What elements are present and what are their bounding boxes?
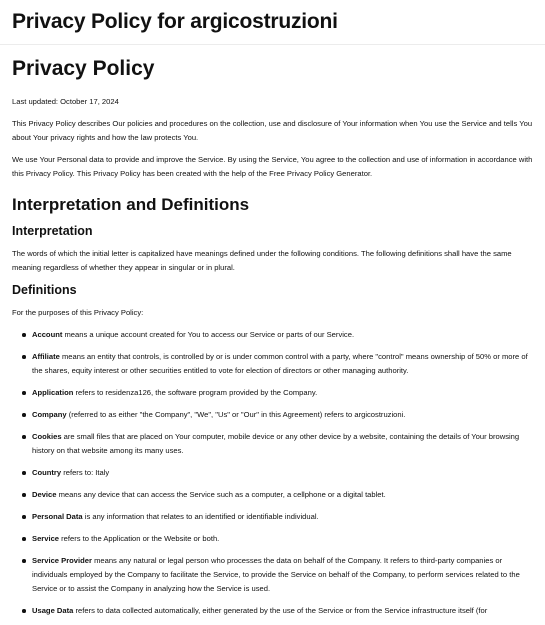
- bullet-icon: [22, 515, 26, 519]
- definition-item: [12, 554, 533, 596]
- interpretation-text: The words of which the initial letter is capitalized have meanings defined under the following conditions. The following definitions shall have the same meaning regardless of whether they appear in singular or in plural.: [12, 249, 512, 272]
- definition-text: are small files that are placed on Your computer, mobile device or any other device by a website, containing the details of Your browsing history on that website among its many uses.: [32, 432, 520, 455]
- definition-item: [12, 532, 533, 546]
- bullet-icon: [22, 355, 26, 359]
- definition-item: [12, 408, 533, 422]
- definition-term: Company: [32, 410, 67, 419]
- intro-paragraph-1: This Privacy Policy describes Our policies and procedures on the collection, use and disclosure of Your information when You use the Service and tells You about Your privacy rights and how the law protects You.: [12, 119, 533, 142]
- definition-text: means an entity that controls, is controlled by or is under common control with a party, where "control" means ownership of 50% or more of the shares, equity interest or other securities entitled to vote for election of directors or other managing authority.: [32, 352, 528, 375]
- policy-heading: Privacy Policy: [12, 57, 155, 80]
- definition-text: means a unique account created for You to access our Service or parts of our Service.: [62, 330, 355, 339]
- definition-item: [12, 350, 533, 378]
- bullet-icon: [22, 391, 26, 395]
- definition-item: [12, 430, 533, 458]
- definition-text: is any information that relates to an identified or identifiable individual.: [82, 512, 319, 521]
- definition-term: Personal Data: [32, 512, 83, 521]
- definition-term: Usage Data: [32, 606, 74, 615]
- bullet-icon: [22, 413, 26, 417]
- definition-term: Service: [32, 534, 60, 543]
- bullet-icon: [22, 471, 26, 475]
- definition-term: Country: [32, 468, 62, 477]
- definition-item: [12, 510, 533, 524]
- interpretation-title: Interpretation: [12, 224, 93, 238]
- definition-item: [12, 488, 533, 502]
- definition-item: [12, 386, 533, 400]
- definition-term: Cookies: [32, 432, 62, 441]
- definitions-intro: For the purposes of this Privacy Policy:: [12, 308, 144, 317]
- bullet-icon: [22, 537, 26, 541]
- policy-content: [0, 57, 545, 618]
- definition-term: Affiliate: [32, 352, 60, 361]
- definition-item: [12, 328, 533, 342]
- bullet-icon: [22, 493, 26, 497]
- definition-item: [12, 466, 533, 480]
- definitions-title: Definitions: [12, 283, 77, 297]
- definition-term: Device: [32, 490, 57, 499]
- definition-text: refers to: Italy: [61, 468, 110, 477]
- definition-text: (referred to as either "the Company", "We", "Us" or "Our" in this Agreement) refers to argicostruzioni.: [66, 410, 406, 419]
- bullet-icon: [22, 609, 26, 613]
- definition-term: Account: [32, 330, 63, 339]
- top-bar: [0, 0, 545, 45]
- definitions-list: [12, 328, 533, 618]
- last-updated: Last updated: October 17, 2024: [12, 97, 119, 106]
- definition-item: [12, 604, 533, 618]
- bullet-icon: [22, 559, 26, 563]
- page-title: Privacy Policy for argicostruzioni: [12, 10, 338, 33]
- definition-text: refers to residenza126, the software program provided by the Company.: [73, 388, 318, 397]
- definition-text: refers to data collected automatically, either generated by the use of the Service or from the Service infrastructure itself (for: [73, 606, 488, 615]
- definition-term: Service Provider: [32, 556, 92, 565]
- definition-term: Application: [32, 388, 74, 397]
- bullet-icon: [22, 435, 26, 439]
- intro-paragraph-2: We use Your Personal data to provide and improve the Service. By using the Service, You agree to the collection and use of information in accordance with this Privacy Policy. This Privacy Policy has been created with the help of the Free Privacy Policy Generator.: [12, 155, 533, 178]
- definition-text: means any natural or legal person who processes the data on behalf of the Company. It refers to third-party companies or individuals employed by the Company to facilitate the Service, to provide the Service on behalf of the Company, to perform services related to the Service or to assist the Company in analyzing how the Service is used.: [32, 556, 520, 593]
- section-title: Interpretation and Definitions: [12, 195, 250, 214]
- bullet-icon: [22, 333, 26, 337]
- definition-text: means any device that can access the Service such as a computer, a cellphone or a digital tablet.: [56, 490, 386, 499]
- definition-text: refers to the Application or the Website or both.: [59, 534, 220, 543]
